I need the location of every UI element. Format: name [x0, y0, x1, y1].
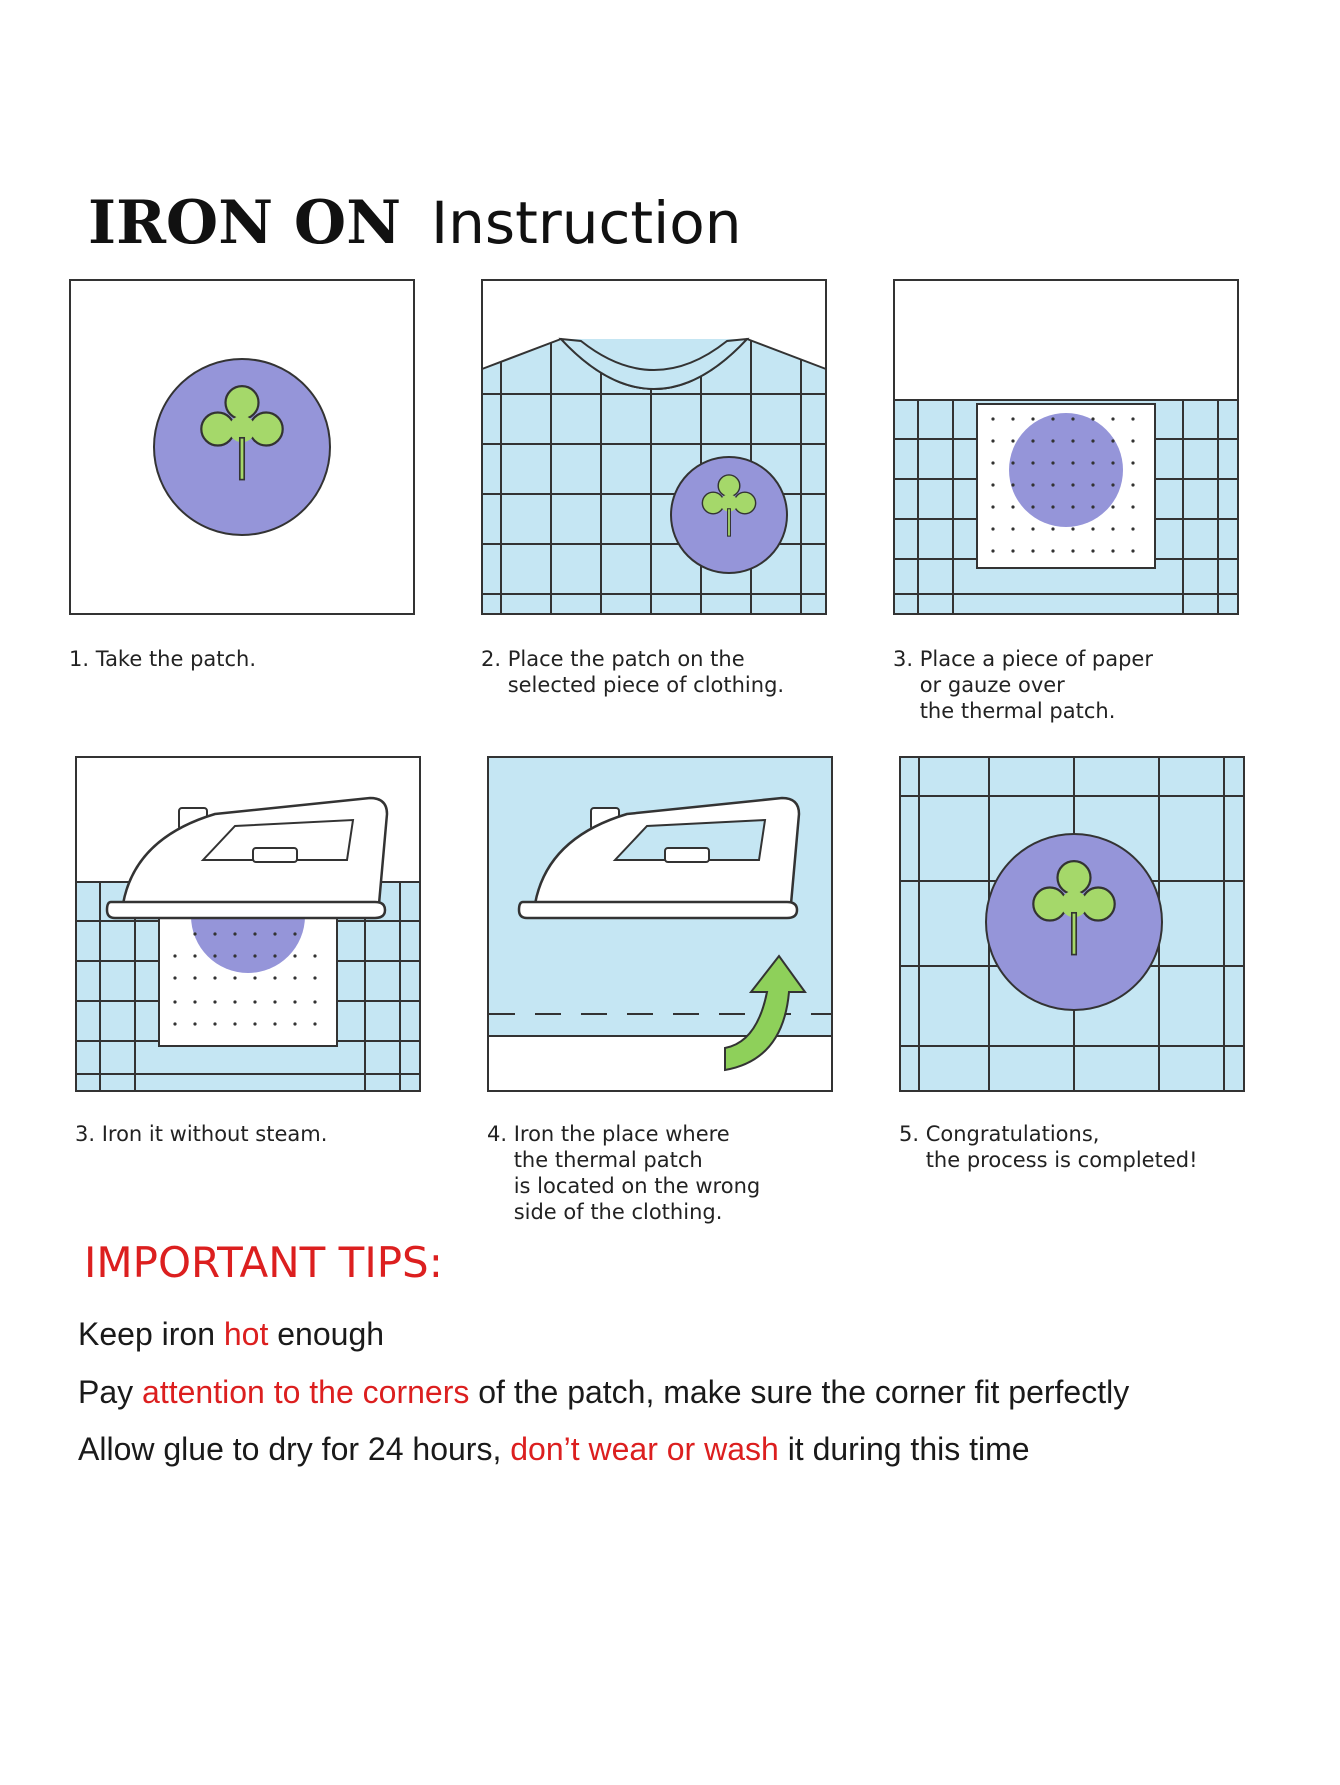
- step-6-caption: 5. Congratulations, the process is completed!: [899, 1122, 1198, 1172]
- tip-text: it during this time: [778, 1431, 1030, 1467]
- page-title: [88, 188, 741, 258]
- step-1-illustration: [69, 279, 415, 615]
- tip-text: Keep iron: [78, 1316, 224, 1352]
- step-4-illustration: [75, 756, 421, 1092]
- tip-text: Allow glue to dry for 24 hours,: [78, 1431, 511, 1467]
- tip-highlight: don’t wear or wash: [510, 1431, 779, 1467]
- step-2-caption: 2. Place the patch on the selected piece of clothing.: [481, 647, 785, 697]
- tip-text: Pay: [78, 1374, 143, 1410]
- step-5-illustration: [487, 756, 833, 1092]
- tip-highlight: hot: [223, 1316, 269, 1352]
- tip-line-3: [78, 1431, 1030, 1468]
- patch-icon: [671, 457, 787, 573]
- tip-text: of the patch, make sure the corner fit perfectly: [469, 1374, 1130, 1410]
- title-instruction: Instruction: [431, 189, 742, 257]
- step-1-caption: 1. Take the patch.: [69, 647, 257, 671]
- patch-icon: [986, 834, 1162, 1010]
- tip-line-1: [78, 1316, 384, 1353]
- step-5-caption: 4. Iron the place where the thermal patch is located on the wrong side of the clothing.: [487, 1122, 761, 1224]
- tip-highlight: attention to the corners: [142, 1374, 470, 1410]
- step-3-illustration: [893, 279, 1239, 615]
- step-4-caption: 3. Iron it without steam.: [75, 1122, 328, 1146]
- tip-line-2: [78, 1374, 1129, 1411]
- tip-text: enough: [268, 1316, 385, 1352]
- step-2-illustration: [481, 279, 827, 615]
- title-iron-on: IRON ON: [88, 188, 402, 258]
- tips-title: IMPORTANT TIPS:: [84, 1238, 443, 1287]
- step-3-caption: 3. Place a piece of paper or gauze over the thermal patch.: [893, 647, 1153, 723]
- patch-icon: [154, 359, 330, 535]
- step-6-illustration: [899, 756, 1245, 1092]
